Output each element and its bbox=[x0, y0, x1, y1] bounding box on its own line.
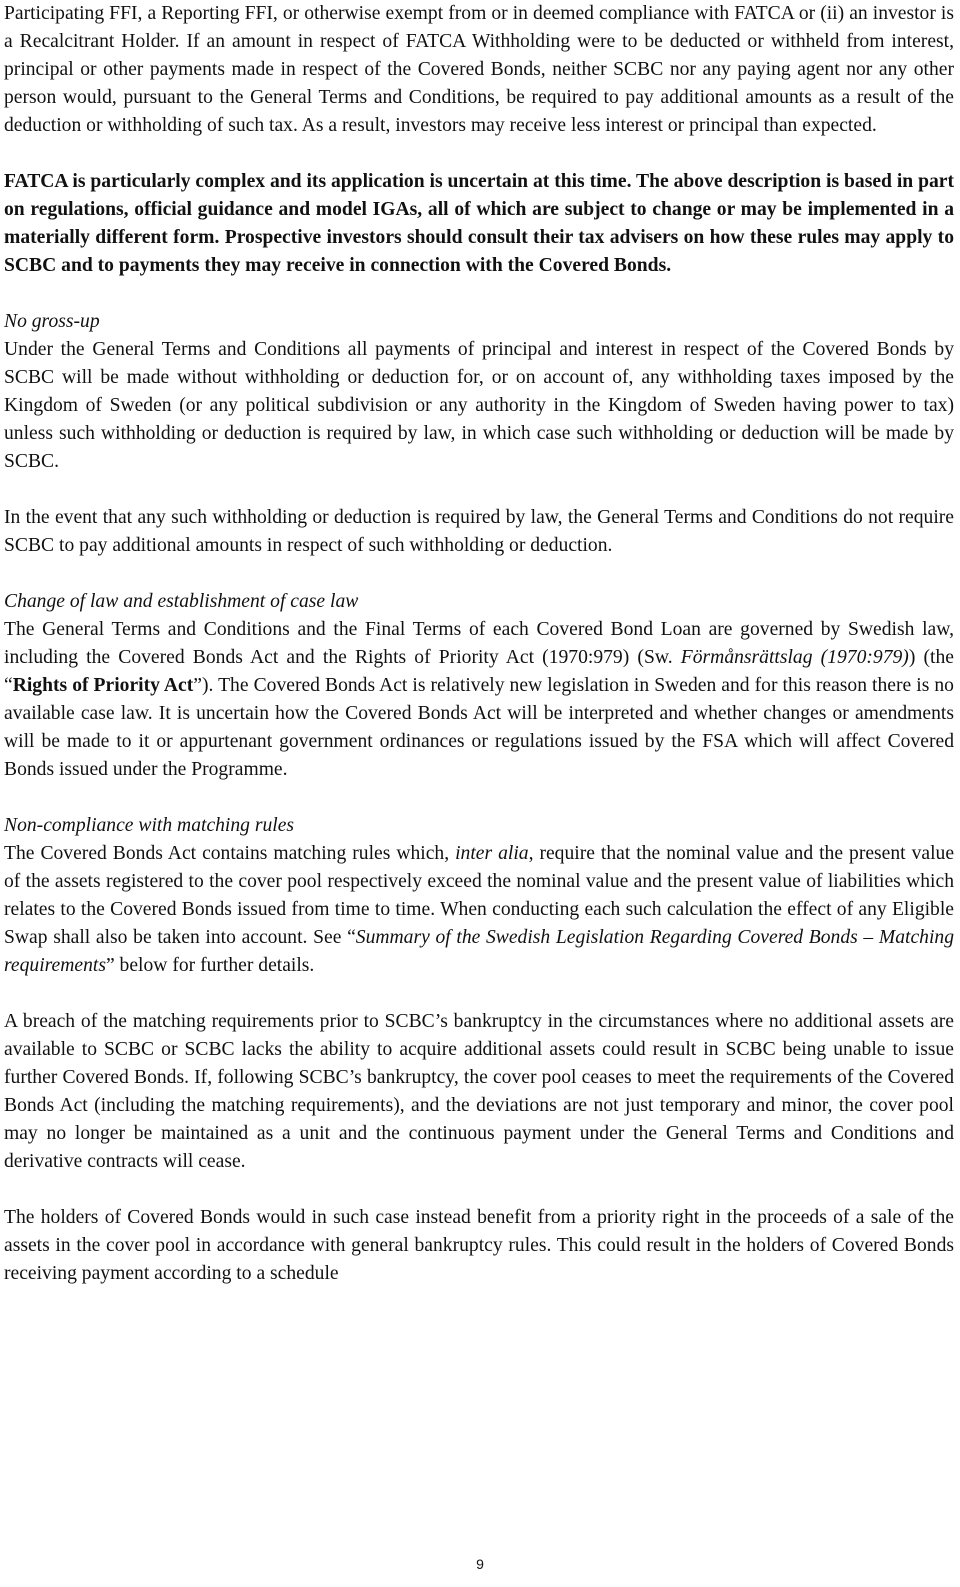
section-no-gross-up bbox=[4, 308, 954, 560]
page-number: 9 bbox=[476, 1556, 484, 1572]
text-run: ) (the “ bbox=[4, 647, 954, 696]
italic-run: inter alia bbox=[455, 843, 529, 864]
matching-paragraph-1 bbox=[4, 840, 954, 980]
section-matching-rules bbox=[4, 812, 954, 1288]
italic-run: Förmånsrättslag (1970:979) bbox=[680, 647, 909, 668]
section-change-of-law bbox=[4, 588, 954, 784]
text-run: ”). The Covered Bonds Act is relatively new legislation in Sweden and for this reason there is no available case law. It is uncertain how the Covered Bonds Act will be interpreted and whether changes or amendments will be made to it or appurtenant government ordinances or regulations issued by the FSA which will affect Covered Bonds issued under the Programme. bbox=[4, 675, 954, 780]
cross-reference: Summary of the Swedish Legislation Regarding Covered Bonds – Matching requirements bbox=[4, 927, 954, 976]
gross-up-paragraph-2: In the event that any such withholding or deduction is required by law, the General Terms and Conditions do not require SCBC to pay additional amounts in respect of such withholding or deduction. bbox=[4, 507, 954, 556]
text-run: ” below for further details. bbox=[105, 955, 315, 976]
text-run: The Covered Bonds Act contains matching rules which, bbox=[4, 843, 456, 864]
text-run: The General Terms and Conditions and the Final Terms of each Covered Bond Loan are governed by Swedish law, including the Covered Bonds Act and the Rights of Priority Act (1970:979) (Sw. bbox=[4, 619, 954, 668]
section-heading-no-gross-up: No gross-up bbox=[4, 311, 100, 332]
section-heading-change-of-law: Change of law and establishment of case law bbox=[4, 591, 359, 612]
section-heading-matching-rules: Non-compliance with matching rules bbox=[4, 815, 295, 836]
matching-paragraph-3: The holders of Covered Bonds would in such case instead benefit from a priority right in the proceeds of a sale of the assets in the cover pool in accordance with general bankruptcy rules. This could result in the holders of Covered Bonds receiving payment according to a schedule bbox=[4, 1207, 954, 1284]
text-run: , require that the nominal value and the present value of the assets registered to the cover pool respectively exceed the nominal value and the present value of liabilities which relates to the Covered Bonds issued from time to time. When conducting each such calculation the effect of any Eligible Swap shall also be taken into account. See “ bbox=[4, 843, 955, 948]
change-of-law-paragraph bbox=[4, 616, 954, 784]
fatca-warning-paragraph: FATCA is particularly complex and its application is uncertain at this time. The above description is based in part on regulations, official guidance and model IGAs, all of which are subject to change or may be implemented in a materially different form. Prospective investors should consult their tax advisers on how these rules may apply to SCBC and to payments they may receive in connection with the Covered Bonds. bbox=[4, 171, 954, 276]
defined-term: Rights of Priority Act bbox=[12, 675, 194, 696]
fatca-intro-paragraph: Participating FFI, a Reporting FFI, or otherwise exempt from or in deemed compliance with FATCA or (ii) an investor is a Recalcitrant Holder. If an amount in respect of FATCA Withholding were to be deducted or withheld from interest, principal or other payments made in respect of the Covered Bonds, neither SCBC nor any paying agent nor any other person would, pursuant to the General Terms and Conditions, be required to pay additional amounts as a result of the deduction or withholding of such tax. As a result, investors may receive less interest or principal than expected. bbox=[4, 3, 954, 136]
gross-up-paragraph-1: Under the General Terms and Conditions all payments of principal and interest in respect of the Covered Bonds by SCBC will be made without withholding or deduction for, or on account of, any withholding taxes imposed by the Kingdom of Sweden (or any political subdivision or any authority in the Kingdom of Sweden having power to tax) unless such withholding or deduction is required by law, in which case such withholding or deduction will be made by SCBC. bbox=[4, 339, 954, 472]
matching-paragraph-2: A breach of the matching requirements prior to SCBC’s bankruptcy in the circumstances where no additional assets are available to SCBC or SCBC lacks the ability to acquire additional assets could result in SCBC being unable to issue further Covered Bonds. If, following SCBC’s bankruptcy, the cover pool ceases to meet the requirements of the Covered Bonds Act (including the matching requirements), and the deviations are not just temporary and minor, the cover pool may no longer be maintained as a unit and the continuous payment under the General Terms and Conditions and derivative contracts will cease. bbox=[4, 1011, 954, 1172]
